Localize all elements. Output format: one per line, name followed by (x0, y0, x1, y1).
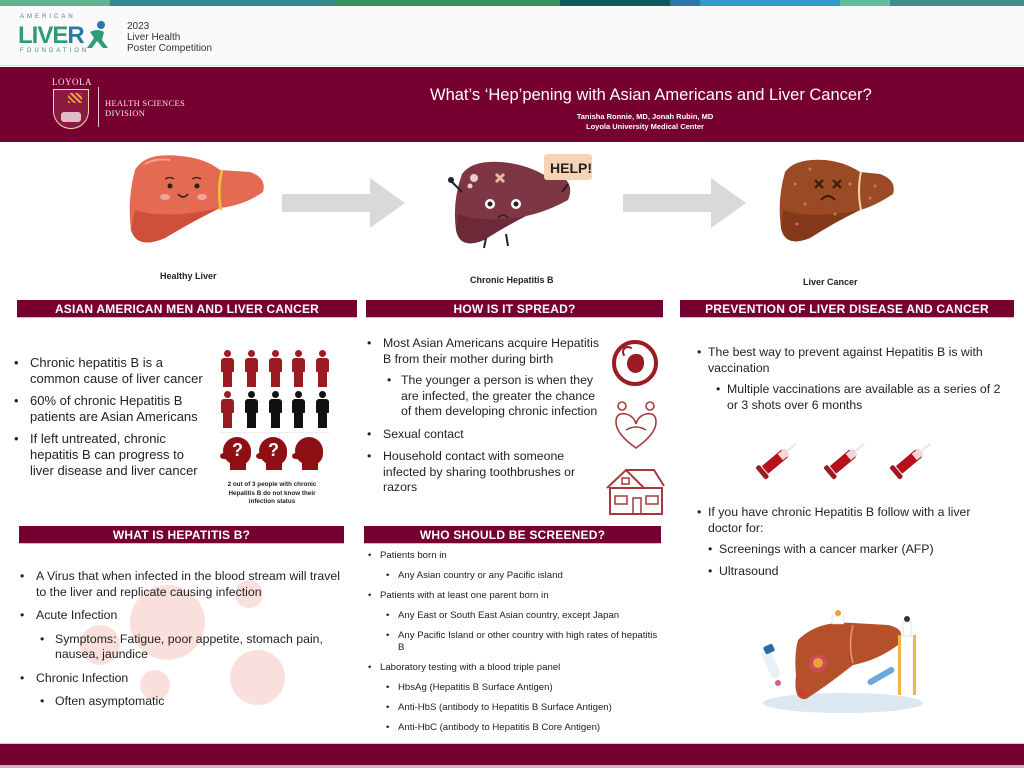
poster-footer-bar (0, 743, 1024, 765)
unknown-status-heads (220, 437, 325, 470)
bullet-item: • Laboratory testing with a blood triple panel (366, 662, 666, 674)
prevention-bullets-bottom (697, 505, 1007, 579)
section-heading-what-is: WHAT IS HEPATITIS B? (19, 526, 344, 544)
section-heading-screened: WHO SHOULD BE SCREENED? (364, 526, 661, 544)
person-icon-highlighted (315, 350, 330, 388)
prevention-bullets-top (697, 345, 1007, 413)
bullet-item: • Household contact with someone infected by sharing toothbrushes or razors (367, 449, 607, 496)
section-heading-asian-men: ASIAN AMERICAN MEN AND LIVER CANCER (17, 300, 357, 318)
poster-title: What’s ‘Hep’pening with Asian Americans and Liver Cancer? (430, 86, 872, 104)
bullet-item: • The best way to prevent against Hepatitis B is with vaccination (697, 345, 1007, 376)
division-line2: DIVISION (105, 108, 146, 118)
logo-live: LIVE (18, 22, 68, 49)
chronic-hepb-liver-illustration (446, 152, 596, 257)
bullet-item: • Most Asian Americans acquire Hepatitis B from their mother during birth (367, 336, 607, 367)
bullet-item: • A Virus that when infected in the blood stream will travel to the liver and replicate causing infection (20, 569, 340, 600)
svg-text:HELP!: HELP! (550, 160, 592, 176)
loyola-logo (50, 77, 185, 129)
logo-r: R (67, 22, 84, 49)
logo-top-text: AMERICAN (20, 14, 76, 20)
people-infographic (220, 350, 330, 433)
section-heading-prevention: PREVENTION OF LIVER DISEASE AND CANCER (680, 300, 1014, 318)
competition-label (127, 21, 212, 54)
poster-authors (560, 112, 730, 132)
sub-bullet-item: • Any East or South East Asian country, except Japan (366, 610, 666, 622)
question-head-icon: ? (220, 437, 253, 470)
person-icon-highlighted (220, 391, 235, 429)
syringe-icon (891, 440, 934, 479)
sub-bullet-item: • The younger a person is when they are infected, the greater the chance of them developing chronic infection (367, 373, 607, 420)
person-icon (268, 391, 283, 429)
sub-bullet-item: • Ultrasound (697, 564, 1007, 580)
institution-name: LOYOLA (52, 77, 92, 87)
mother-to-child-icon (612, 340, 658, 386)
stage-label-healthy: Healthy Liver (160, 271, 217, 281)
what-is-bullets (20, 569, 340, 710)
parent-child-heart-icon (612, 400, 660, 452)
division-label (105, 98, 185, 118)
sub-bullet-item: • Any Pacific Island or other country with high rates of hepatitis B (366, 630, 666, 654)
sub-bullet-item: • HbsAg (Hepatitis B Surface Antigen) (366, 682, 666, 694)
stage-label-cancer: Liver Cancer (803, 277, 858, 287)
syringe-icon (757, 440, 800, 479)
spread-bullets (367, 336, 607, 496)
section-heading-spread: HOW IS IT SPREAD? (366, 300, 663, 318)
logo-bottom-text: FOUNDATION (20, 48, 90, 54)
author-affiliation: Loyola University Medical Center (586, 122, 704, 131)
division-line1: HEALTH SCIENCES (105, 98, 185, 108)
bullet-item: • Sexual contact (367, 427, 607, 443)
loyola-seal-icon (50, 77, 92, 129)
cancer-liver-illustration (775, 154, 900, 254)
progression-arrow-icon (282, 178, 407, 228)
doctors-examining-liver-illustration (758, 605, 928, 715)
heads-caption: 2 out of 3 people with chronic Hepatitis B do not know their infection status (227, 481, 317, 505)
competition-banner (0, 6, 1024, 66)
asian-men-bullets (14, 355, 209, 479)
bullet-item: • Chronic hepatitis B is a common cause of liver cancer (14, 355, 209, 387)
poster-header (0, 67, 1024, 142)
cancer-liver-icon (775, 154, 900, 249)
sub-bullet-item: • Multiple vaccinations are available as a series of 2 or 3 shots over 6 months (697, 382, 1007, 413)
person-icon (315, 391, 330, 429)
person-icon-highlighted (291, 350, 306, 388)
competition-year: 2023 (127, 21, 150, 32)
sub-bullet-item: • Anti-HbC (antibody to Hepatitis B Core Antigen) (366, 722, 666, 734)
person-icon-highlighted (244, 350, 259, 388)
liver-progression (0, 142, 1024, 297)
syringe-icon (825, 440, 868, 479)
person-icon (291, 391, 306, 429)
person-icon-highlighted (220, 350, 235, 388)
sub-bullet-item: • Often asymptomatic (20, 694, 340, 710)
bullet-item: • Patients with at least one parent born in (366, 590, 666, 602)
logo-divider (98, 87, 99, 127)
progression-arrow-icon (623, 178, 748, 228)
person-icon-highlighted (268, 350, 283, 388)
logo-main-text (18, 22, 84, 50)
head-icon (292, 437, 325, 470)
sick-liver-help-icon (446, 152, 596, 252)
person-icon (244, 391, 259, 429)
runner-figure-icon (84, 20, 110, 50)
vaccine-syringes (755, 435, 945, 485)
question-head-icon: ? (256, 437, 289, 470)
screened-bullets (366, 550, 666, 734)
american-liver-foundation-logo (18, 14, 110, 54)
bullet-item: • Acute Infection (20, 608, 340, 624)
bullet-item: • Chronic Infection (20, 671, 340, 687)
sub-bullet-item: • Any Asian country or any Pacific island (366, 570, 666, 582)
bullet-item: • 60% of chronic Hepatitis B patients are Asian Americans (14, 393, 209, 425)
bullet-item: • Patients born in (366, 550, 666, 562)
bullet-item: • If you have chronic Hepatitis B follow with a liver doctor for: (697, 505, 1007, 536)
shield-icon (53, 89, 89, 129)
author-names: Tanisha Ronnie, MD, Jonah Rubin, MD (576, 112, 714, 121)
happy-liver-icon (125, 150, 270, 250)
bullet-item: • If left untreated, chronic hepatitis B can progress to liver disease and liver cancer (14, 431, 209, 479)
sub-bullet-item: • Screenings with a cancer marker (AFP) (697, 542, 1007, 558)
house-icon (604, 466, 666, 516)
competition-line1: Liver Health (127, 32, 181, 43)
stage-label-chronic: Chronic Hepatitis B (470, 275, 554, 285)
sub-bullet-item: • Symptoms: Fatigue, poor appetite, stomach pain, nausea, jaundice (20, 632, 340, 663)
competition-line2: Poster Competition (127, 43, 213, 54)
healthy-liver-illustration (125, 150, 270, 255)
sub-bullet-item: • Anti-HbS (antibody to Hepatitis B Surface Antigen) (366, 702, 666, 714)
